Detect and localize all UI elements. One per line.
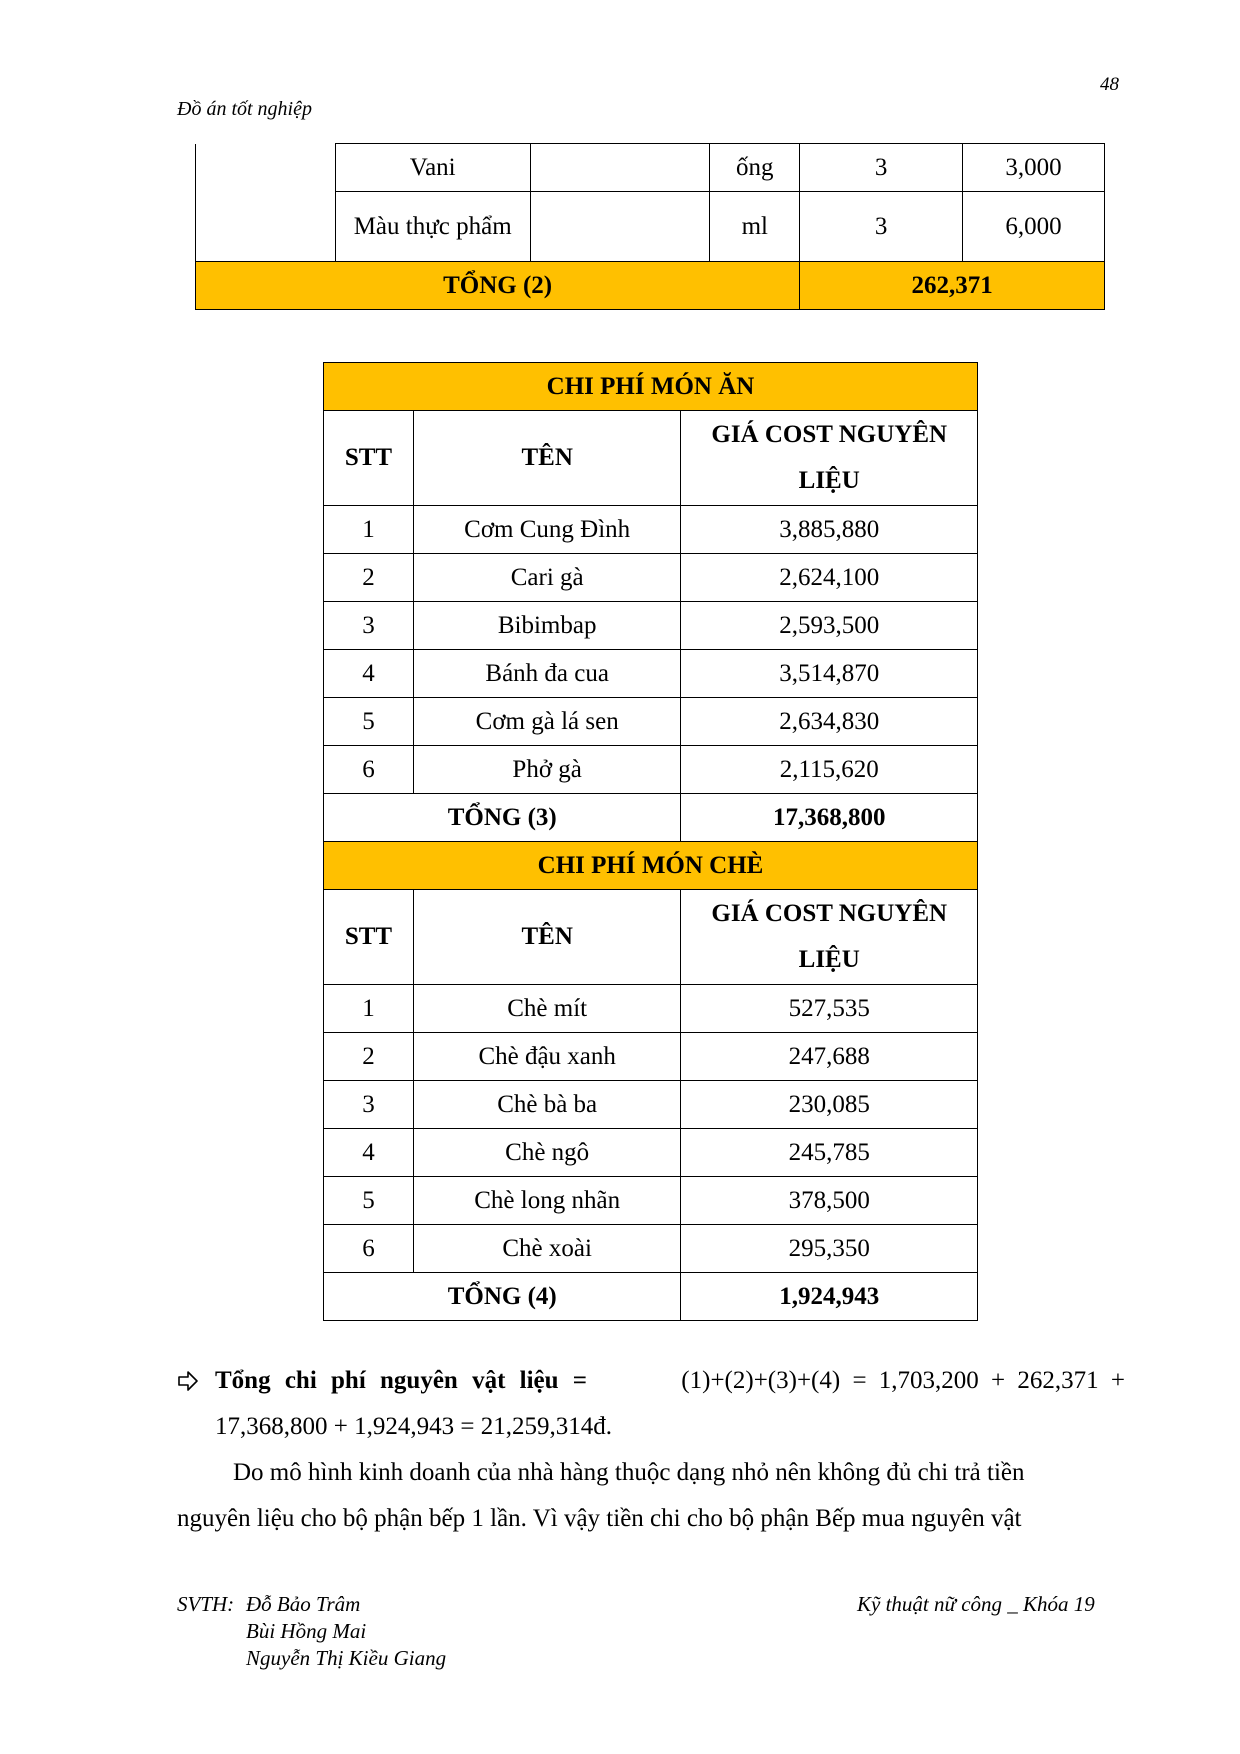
footer-author: Bùi Hồng Mai — [246, 1619, 367, 1643]
footer-author: Nguyễn Thị Kiều Giang — [246, 1646, 447, 1670]
footer-course: Kỹ thuật nữ công _ Khóa 19 — [857, 1592, 1095, 1616]
column-header-name: TÊN — [413, 411, 681, 506]
row-stt: 6 — [324, 1225, 414, 1273]
row-name: Cari gà — [413, 554, 681, 602]
row-stt: 3 — [324, 1081, 414, 1129]
table-row — [324, 1033, 978, 1081]
ingredient-price: 6,000 — [963, 192, 1105, 262]
row-stt: 5 — [324, 1177, 414, 1225]
row-cost: 230,085 — [681, 1081, 978, 1129]
header-row — [324, 411, 978, 506]
row-cost: 295,350 — [681, 1225, 978, 1273]
row-cost: 3,514,870 — [681, 650, 978, 698]
column-header-cost: GIÁ COST NGUYÊN LIỆU — [681, 411, 978, 506]
row-name: Bánh đa cua — [413, 650, 681, 698]
row-name: Cơm Cung Đình — [413, 506, 681, 554]
row-stt: 5 — [324, 698, 414, 746]
summary-line-1 — [177, 1358, 1125, 1404]
ingredient-unit: ml — [710, 192, 800, 262]
table-row — [324, 554, 978, 602]
total-label: TỔNG (2) — [196, 262, 800, 310]
column-header-stt: STT — [324, 411, 414, 506]
row-name: Chè bà ba — [413, 1081, 681, 1129]
total-row — [196, 262, 1105, 310]
row-stt: 4 — [324, 650, 414, 698]
page-number: 48 — [1100, 74, 1119, 95]
row-name: Cơm gà lá sen — [413, 698, 681, 746]
paragraph-line-1: Do mô hình kinh doanh của nhà hàng thuộc dạng nhỏ nên không đủ chi trả tiền — [233, 1459, 1025, 1486]
ingredient-name: Màu thực phẩm — [335, 192, 530, 262]
total-value: 262,371 — [800, 262, 1105, 310]
row-stt: 4 — [324, 1129, 414, 1177]
table-row — [324, 746, 978, 794]
ingredient-unit: ống — [710, 144, 800, 192]
row-name: Chè ngô — [413, 1129, 681, 1177]
arrow-right-icon — [177, 1370, 199, 1392]
dish-cost-table — [323, 362, 978, 1321]
row-cost: 2,593,500 — [681, 602, 978, 650]
total-row — [324, 794, 978, 842]
row-stt: 2 — [324, 1033, 414, 1081]
ingredient-qty: 3 — [800, 144, 963, 192]
row-cost: 527,535 — [681, 985, 978, 1033]
empty-cell — [530, 144, 710, 192]
row-cost: 2,115,620 — [681, 746, 978, 794]
total-value: 1,924,943 — [681, 1273, 978, 1321]
row-stt: 3 — [324, 602, 414, 650]
column-header-stt: STT — [324, 890, 414, 985]
column-header-name: TÊN — [413, 890, 681, 985]
total-label: TỔNG (4) — [324, 1273, 681, 1321]
footer-author: Đỗ Bảo Trâm — [246, 1592, 361, 1616]
table-row — [324, 506, 978, 554]
row-name: Chè mít — [413, 985, 681, 1033]
summary-formula: (1)+(2)+(3)+(4) = 1,703,200 + 262,371 + — [681, 1367, 1125, 1394]
paragraph-line-2: nguyên liệu cho bộ phận bếp 1 lần. Vì vậy tiền chi cho bộ phận Bếp mua nguyên vật — [177, 1505, 1022, 1532]
row-name: Chè long nhãn — [413, 1177, 681, 1225]
table-row — [324, 650, 978, 698]
row-stt: 1 — [324, 506, 414, 554]
ingredient-price: 3,000 — [963, 144, 1105, 192]
document-header-title: Đồ án tốt nghiệp — [177, 98, 312, 120]
empty-cell — [530, 192, 710, 262]
table-row — [196, 144, 1105, 192]
row-stt: 6 — [324, 746, 414, 794]
row-name: Bibimbap — [413, 602, 681, 650]
column-header-cost: GIÁ COST NGUYÊN LIỆU — [681, 890, 978, 985]
food-table-title: CHI PHÍ MÓN ĂN — [324, 363, 978, 411]
ingredient-qty: 3 — [800, 192, 963, 262]
row-cost: 2,634,830 — [681, 698, 978, 746]
table-row — [324, 1129, 978, 1177]
ingredient-name: Vani — [335, 144, 530, 192]
row-cost: 2,624,100 — [681, 554, 978, 602]
summary-line-2: 17,368,800 + 1,924,943 = 21,259,314đ. — [215, 1413, 612, 1440]
table-row — [324, 985, 978, 1033]
row-cost: 3,885,880 — [681, 506, 978, 554]
table-row — [324, 602, 978, 650]
total-value: 17,368,800 — [681, 794, 978, 842]
row-name: Chè xoài — [413, 1225, 681, 1273]
row-cost: 378,500 — [681, 1177, 978, 1225]
section-title-row — [324, 842, 978, 890]
row-cost: 247,688 — [681, 1033, 978, 1081]
empty-cell — [196, 144, 336, 262]
row-stt: 1 — [324, 985, 414, 1033]
footer-label: SVTH: — [177, 1592, 235, 1616]
row-name: Phở gà — [413, 746, 681, 794]
section-title-row — [324, 363, 978, 411]
header-row — [324, 890, 978, 985]
table-row — [324, 1225, 978, 1273]
summary-lead — [177, 1358, 587, 1404]
dessert-table-title: CHI PHÍ MÓN CHÈ — [324, 842, 978, 890]
summary-label: Tổng chi phí nguyên vật liệu = — [215, 1367, 588, 1394]
ingredient-table-continued — [195, 143, 1105, 310]
total-label: TỔNG (3) — [324, 794, 681, 842]
total-row — [324, 1273, 978, 1321]
table-row — [324, 1177, 978, 1225]
table-row — [324, 1081, 978, 1129]
row-stt: 2 — [324, 554, 414, 602]
row-cost: 245,785 — [681, 1129, 978, 1177]
row-name: Chè đậu xanh — [413, 1033, 681, 1081]
table-row — [324, 698, 978, 746]
